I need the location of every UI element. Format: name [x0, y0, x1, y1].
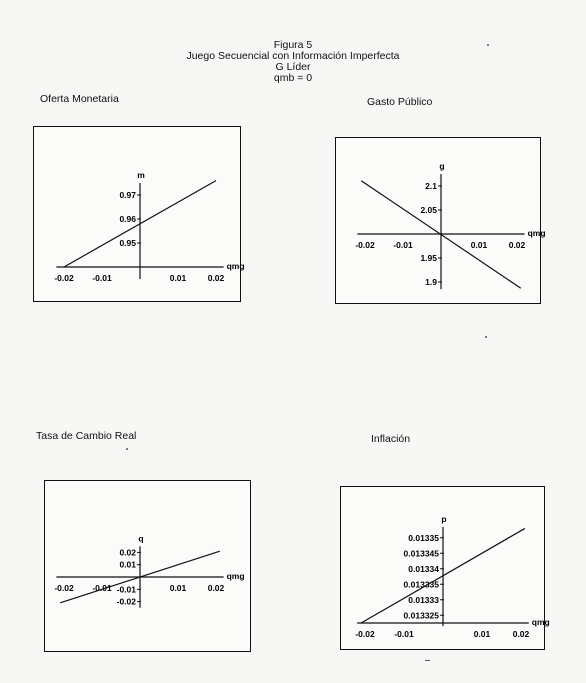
y-tick-label: 0.97	[119, 190, 136, 200]
y-tick-label: 0.95	[119, 238, 136, 248]
y-tick-label: -0.02	[116, 596, 136, 607]
y-tick-label: 0.013325	[403, 610, 439, 621]
y-tick-label: 0.01333	[408, 594, 439, 605]
y-tick-label: 0.013335	[403, 579, 439, 590]
y-axis-label: p	[441, 513, 447, 524]
y-tick-label: 0.01334	[408, 563, 439, 574]
y-tick-label: -0.01	[116, 584, 136, 595]
y-axis-label: q	[138, 533, 144, 544]
y-tick-label: 2.05	[420, 205, 437, 215]
chart-tasa-cambio-real	[44, 480, 251, 652]
y-tick-label: 0.02	[119, 547, 136, 558]
scan-speck	[126, 448, 128, 450]
x-tick-label: 0.01	[473, 629, 491, 639]
panel-label-oferta: Oferta Monetaria	[40, 93, 119, 105]
x-tick-label: -0.02	[54, 273, 74, 283]
figure-number: Figura 5	[273, 39, 313, 51]
x-tick-label: 0.01	[169, 583, 187, 593]
x-tick-label: -0.02	[355, 629, 375, 639]
y-axis-label: m	[137, 170, 145, 180]
x-tick-label: -0.01	[92, 583, 112, 593]
chart-oferta-monetaria	[33, 126, 245, 302]
panel-label-tasa: Tasa de Cambio Real	[36, 430, 137, 442]
x-tick-label: 0.01	[470, 240, 488, 250]
y-tick-label: 0.96	[119, 214, 136, 224]
x-tick-label: -0.01	[393, 240, 413, 250]
x-tick-label: 0.02	[207, 273, 225, 283]
x-tick-label: -0.01	[394, 629, 414, 639]
x-tick-label: 0.02	[207, 583, 225, 593]
chart-gasto-publico	[335, 137, 546, 304]
figure-note: qmb = 0	[273, 72, 313, 84]
x-tick-label: -0.02	[54, 583, 74, 593]
chart-inflacion	[340, 486, 550, 650]
x-axis-label: qmg	[226, 571, 245, 581]
x-axis-label: qmg	[531, 617, 550, 627]
x-axis-label: qmg	[527, 228, 546, 238]
y-axis-label: g	[439, 161, 445, 171]
x-axis-label: qmg	[226, 261, 245, 271]
panel-label-gasto: Gasto Público	[367, 96, 433, 108]
figure-title: Juego Secuencial con Información Imperfecta	[186, 50, 400, 62]
y-tick-label: 0.013345	[403, 548, 439, 559]
x-tick-label: -0.02	[355, 240, 375, 250]
x-tick-label: 0.02	[508, 240, 526, 250]
y-tick-label: 0.01	[119, 559, 136, 570]
panel-label-inflacion: Inflación	[371, 433, 411, 445]
scan-speck	[485, 336, 487, 338]
y-tick-label: 2.1	[425, 181, 437, 191]
y-tick-label: 1.95	[420, 253, 437, 263]
x-tick-label: 0.02	[512, 629, 530, 639]
figure-subtitle: G Líder	[275, 61, 311, 73]
x-tick-label: 0.01	[169, 273, 187, 283]
y-tick-label: 1.9	[425, 277, 437, 287]
y-tick-label: 0.01335	[408, 532, 439, 543]
x-tick-label: -0.01	[92, 273, 112, 283]
scan-speck	[487, 44, 489, 46]
scan-speck	[425, 660, 430, 661]
